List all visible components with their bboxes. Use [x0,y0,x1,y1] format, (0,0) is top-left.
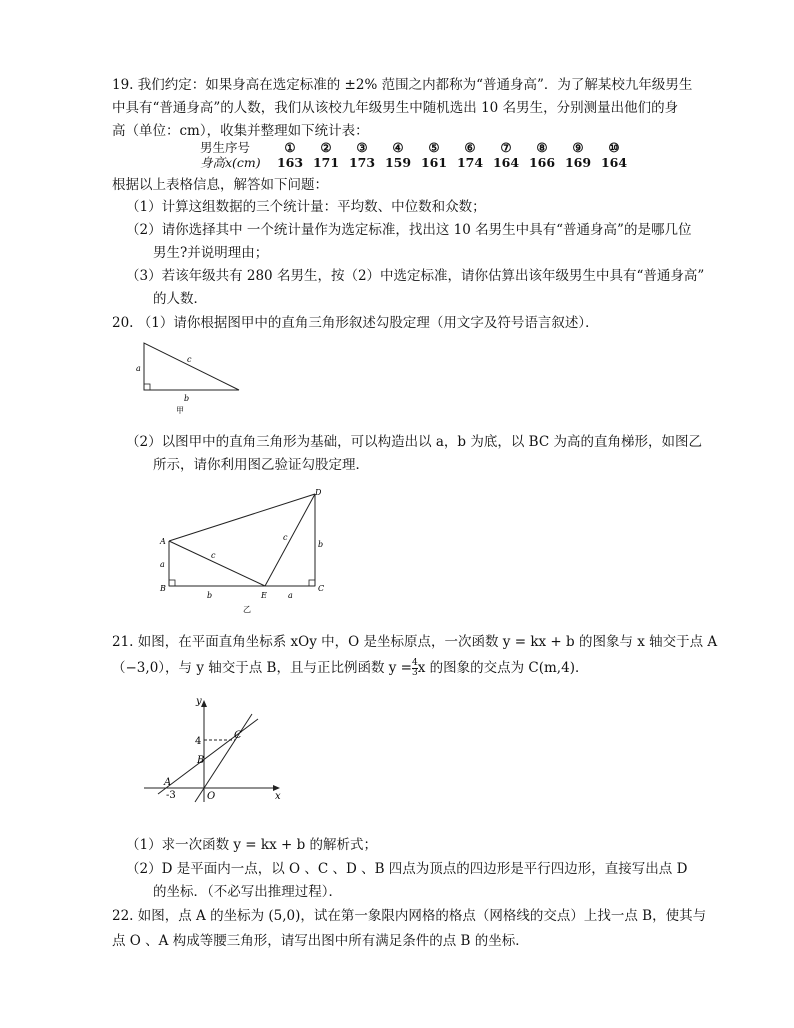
point-e-label: E [261,591,267,600]
q21-part2-a: （2）D 是平面内一点，以 O 、C 、D 、B 四点为顶点的四边形是平行四边形，直接写出点 D [126,861,688,877]
table-cell: 164 [600,155,628,170]
origin-label: O [207,791,216,802]
table-cell: 161 [420,155,448,170]
table-header-height: 身高x(cm) [200,155,261,170]
q19-intro: 根据以上表格信息，解答如下问题： [112,177,328,193]
height-table [200,140,632,170]
x-axis-label: x [275,791,281,802]
table-cell: ⑩ [608,140,620,155]
q22-line2: 点 O 、A 构成等腰三角形，请写出图中所有满足条件的点 B 的坐标． [112,933,529,949]
table-cell: 166 [528,155,556,170]
side-a-label: a [136,364,141,373]
side-b-label: b [184,394,190,403]
table-cell: 163 [276,155,304,170]
table-cell: ③ [356,140,368,155]
q19-part1: （1）计算这组数据的三个统计量：平均数、中位数和众数； [126,199,486,215]
q21-line2-pre: （−3,0），与 y 轴交于点 B，且与正比例函数 y = [112,660,412,676]
q20-part2-a: （2）以图甲中的直角三角形为基础，可以构造出以 a，b 为底，以 BC 为高的直角梯形，如图乙 [126,434,702,450]
side-b-label-right: b [318,540,324,549]
side-c-label: c [187,355,192,364]
table-row-ids [200,140,632,155]
q19-line1: 19. 我们约定：如果身高在选定标准的 ±2% 范围之内都称为“普通身高”．为了解某校九年级男生 [112,77,693,93]
point-a-label: A [164,777,172,788]
table-cell: ② [320,140,332,155]
q19-part2-b: 男生?并说明理由； [153,245,269,261]
q19-part2-a: （2）请你选择其中 一个统计量作为选定标准，找出这 10 名男生中具有“普通身高”的是哪几位 [126,222,692,238]
table-cell: ④ [392,140,404,155]
q21-line2 [112,659,588,678]
q19-line3: 高（单位：cm），收集并整理如下统计表： [112,123,369,139]
side-c-label-1: c [211,551,216,560]
x-value-neg3: -3 [166,790,176,801]
side-a-label-bottom: a [288,591,293,600]
q19-line2: 中具有“普通身高”的人数，我们从该校九年级男生中随机选出 10 名男生，分别测量出他们的身 [112,100,679,116]
q21-part1: （1）求一次函数 y = kx + b 的解析式； [126,837,378,853]
point-c-label: C [318,584,325,593]
table-row-heights [200,155,632,170]
figure-yi [155,484,335,614]
q20-part2-b: 所示，请你利用图乙验证勾股定理． [153,457,369,473]
point-d-label: D [315,488,322,497]
side-b-label-bottom: b [207,591,213,600]
y-axis-label: y [196,696,202,707]
q19-part3-b: 的人数． [153,291,207,307]
figure-caption-yi: 乙 [243,605,251,614]
table-cell: ⑤ [428,140,440,155]
table-cell: 171 [312,155,340,170]
q22-line1: 22. 如图，点 A 的坐标为 (5,0)，试在第一象限内网格的格点（网格线的交点）上找一点 B，使其与 [112,908,707,924]
side-a-label-left: a [160,560,165,569]
figure-coordinate-plane [140,692,290,804]
q21-line1: 21. 如图，在平面直角坐标系 xOy 中，O 是坐标原点，一次函数 y = kx + b 的图象与 x 轴交于点 A [112,634,718,650]
q21-line2-post: x 的图象的交点为 C(m,4)． [417,660,589,676]
table-cell: 173 [348,155,376,170]
table-header-id: 男生序号 [200,140,251,155]
table-cell: 159 [384,155,412,170]
table-cell: ⑥ [464,140,476,155]
table-cell: ⑦ [500,140,512,155]
y-value-four: 4 [195,736,202,747]
point-b-label: B [160,584,166,593]
table-cell: 174 [456,155,484,170]
q19-part3-a: （3）若该年级共有 280 名男生，按（2）中选定标准，请你估算出该年级男生中具有“普通身高” [126,268,705,284]
q20-line1: 20. （1）请你根据图甲中的直角三角形叙述勾股定理（用文字及符号语言叙述）． [112,315,599,331]
point-a-label: A [160,537,166,546]
q21-part2-b: 的坐标．（不必写出推理过程）． [153,884,342,900]
table-cell: 164 [492,155,520,170]
fraction-numerator: 4 [411,658,418,668]
figure-caption-jia: 甲 [176,406,184,415]
table-cell: ⑨ [572,140,584,155]
point-b-label: B [197,755,205,766]
fraction-denominator: 3 [411,668,418,678]
table-cell: ① [284,140,296,155]
figure-jia [128,338,248,420]
table-cell: ⑧ [536,140,548,155]
table-cell: 169 [564,155,592,170]
point-c-label: C [234,730,242,741]
side-c-label-2: c [283,533,288,542]
